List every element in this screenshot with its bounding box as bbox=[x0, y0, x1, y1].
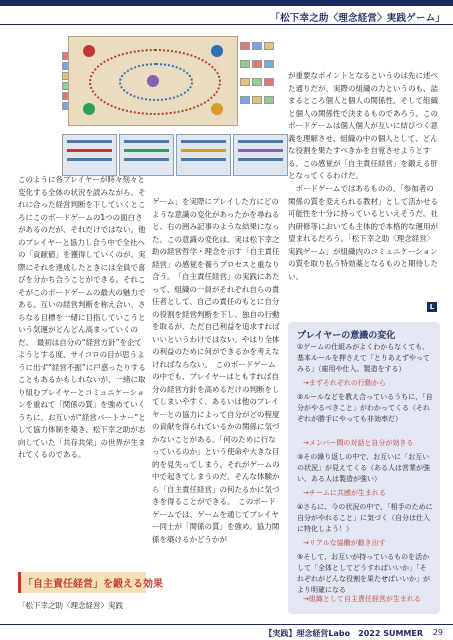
box-item-result: →組織として自主責任経営が生まれる bbox=[303, 595, 421, 603]
section-heading: 「自主責任経営」を鍛える効果 bbox=[18, 572, 146, 593]
box-item: ④さらに、今の状況の中で、「相手のために自分がやれること」に気づく（自分は仕入に特化しよう！） bbox=[297, 503, 433, 533]
box-item-result: →メンバー間の対話と自分が効きる bbox=[303, 439, 414, 447]
box-item: ①ゲームの仕組みがよくわからなくても、基本ルールを押さえて「とりあえずやってみる」（雇用や仕入、製造をする） bbox=[297, 343, 430, 373]
box-item-result: →まずそれぞれの行動から bbox=[303, 379, 386, 387]
header-top-rule bbox=[0, 0, 453, 6]
page-number: 29 bbox=[432, 628, 443, 637]
card-stack-right-image bbox=[238, 40, 286, 122]
article-end-mark: L bbox=[427, 302, 437, 312]
box-item: ②ルールなどを教え合っているうちに、「自分がやるべきこと」がわかってくる（それぞれが勝手にやっても非効率だ） bbox=[297, 393, 433, 423]
board-game-image bbox=[68, 36, 238, 126]
body-text-column-4: ボードゲームではあるものの、「参加者の関係の質を変えられる教材」として活かせる可能性を十分に持っているといえそうだ。社内研修等においても主体的で本格的な運用が望まれるだろう。「松下幸之助〈理念経営〉実践ゲーム」が組織内のコミュニケーションの質を取り払う特効薬となるものと期待したい。 bbox=[288, 184, 438, 281]
body-text-column-2: ゲーム」を実際にプレイした方にどのような意識の変化があったかを尋ねると、右の囲み記事のような結果になった。この意識の変化は、実は松下幸之助の経営哲学・理念を示す「自主責任経営」の感覚を養うプロセスと重なり合う。 「自主責任経営」の実践にあたって、組織の一員がそれぞれ自らの責任者として、自己の責任のもとに自分の役割を経営判断を下し、独自の行動を取るが、ただ自己利益を追求すればいいというわけではない。やはり全体の利益のために何ができるかを考えなければならない。 このボードゲームの中でも、プレイヤーはともすれば自分の経営方針を高めるだけの判断をしてしまいやすく、あるいは他のプレイヤーとの協力によって自分がどの程度の貢献を得られているかの関係に気づかないことがある。「何のために行なっているのか」という使命や大きな目的を見失ってしまう。それがゲームの中で起きてしまうのだ。そんな体験から「自主責任経営」の何たるかに気づきを得ることができる。 このボードゲームでは、ゲームを通じてプレイヤー同士が「関係の質」を強め、協力関係を築けるかどうかが bbox=[152, 197, 280, 544]
box-item: ⑤そして、お互いが持っているものを活かして「全体としてどうすればいいか」「それぞれがどんな役割を果たせばいいか」がより明確になる bbox=[297, 553, 430, 594]
footer-magazine-title: 【実践】理念経営Labo 2022 SUMMER bbox=[264, 629, 423, 638]
footer-rule bbox=[0, 624, 453, 625]
body-text-column-1: このように各プレイヤーが時々刻々と変化する全体の状況を読みながら、それに合った経営判断を下していくところにこのボードゲームの1つの面白さがあるのだが、それだけではない。他のプレイヤーと協力し合う中で全社への「貢献値」を獲得していくのが、実際にそれを達成したときには全員で喜びを分かち合うことができる。それこそがこのボードゲームの最大の魅力である。互いの経営判断を称え合い、さらなる目標を一緒に目指していこうという気運がどんどん高まっていくのだ。 最初は自分の“経営方針”を企てようとする度、サイコロの目が思うように出ず“経営不振”に戸惑ったりすることもあるかもしれないが、一緒に取り組むプレイヤーとコミュニケーションを重ねて「関係の質」を強めていくうちに、お互いが“経営パートナー”として協力体制を築き、松下幸之助が志向していた「共存共栄」の世界が生まれてくるのである。 bbox=[18, 175, 146, 459]
box-title: プレイヤーの意識の変化 bbox=[297, 331, 396, 341]
body-text-column-1-continued: 「松下幸之助〈理念経営〉実践 bbox=[18, 601, 123, 610]
header-rule bbox=[0, 24, 453, 25]
body-text-column-3: が重要なポイントとなるというのは先に述べた通りだが、実際の組織の力というのも、詰まるところ個人と個人の関係性、そして組織と個人の関係性で決まるものであろう。このボードゲームは個人個人が互いに結びつく意義を理解させ、組織の中の個人として、どんな役割を果たすべきかを自覚させようとする。この感覚が「自主責任経営」を鍛える肝となってくるわけだ。 bbox=[288, 71, 438, 180]
box-item-result: →チームに共感が生まれる bbox=[303, 489, 386, 497]
box-item: ③その繰り返しの中で、お互いに「お互いの状況」が見えてくる（ある人は営業が強い、ある人は製造が強い） bbox=[297, 453, 430, 483]
running-header-title: 「松下幸之助〈理念経営〉実践ゲーム」 bbox=[270, 13, 445, 24]
game-sheets-image bbox=[62, 134, 286, 174]
box-item-result: →リアルな協働が動き出す bbox=[303, 539, 386, 547]
